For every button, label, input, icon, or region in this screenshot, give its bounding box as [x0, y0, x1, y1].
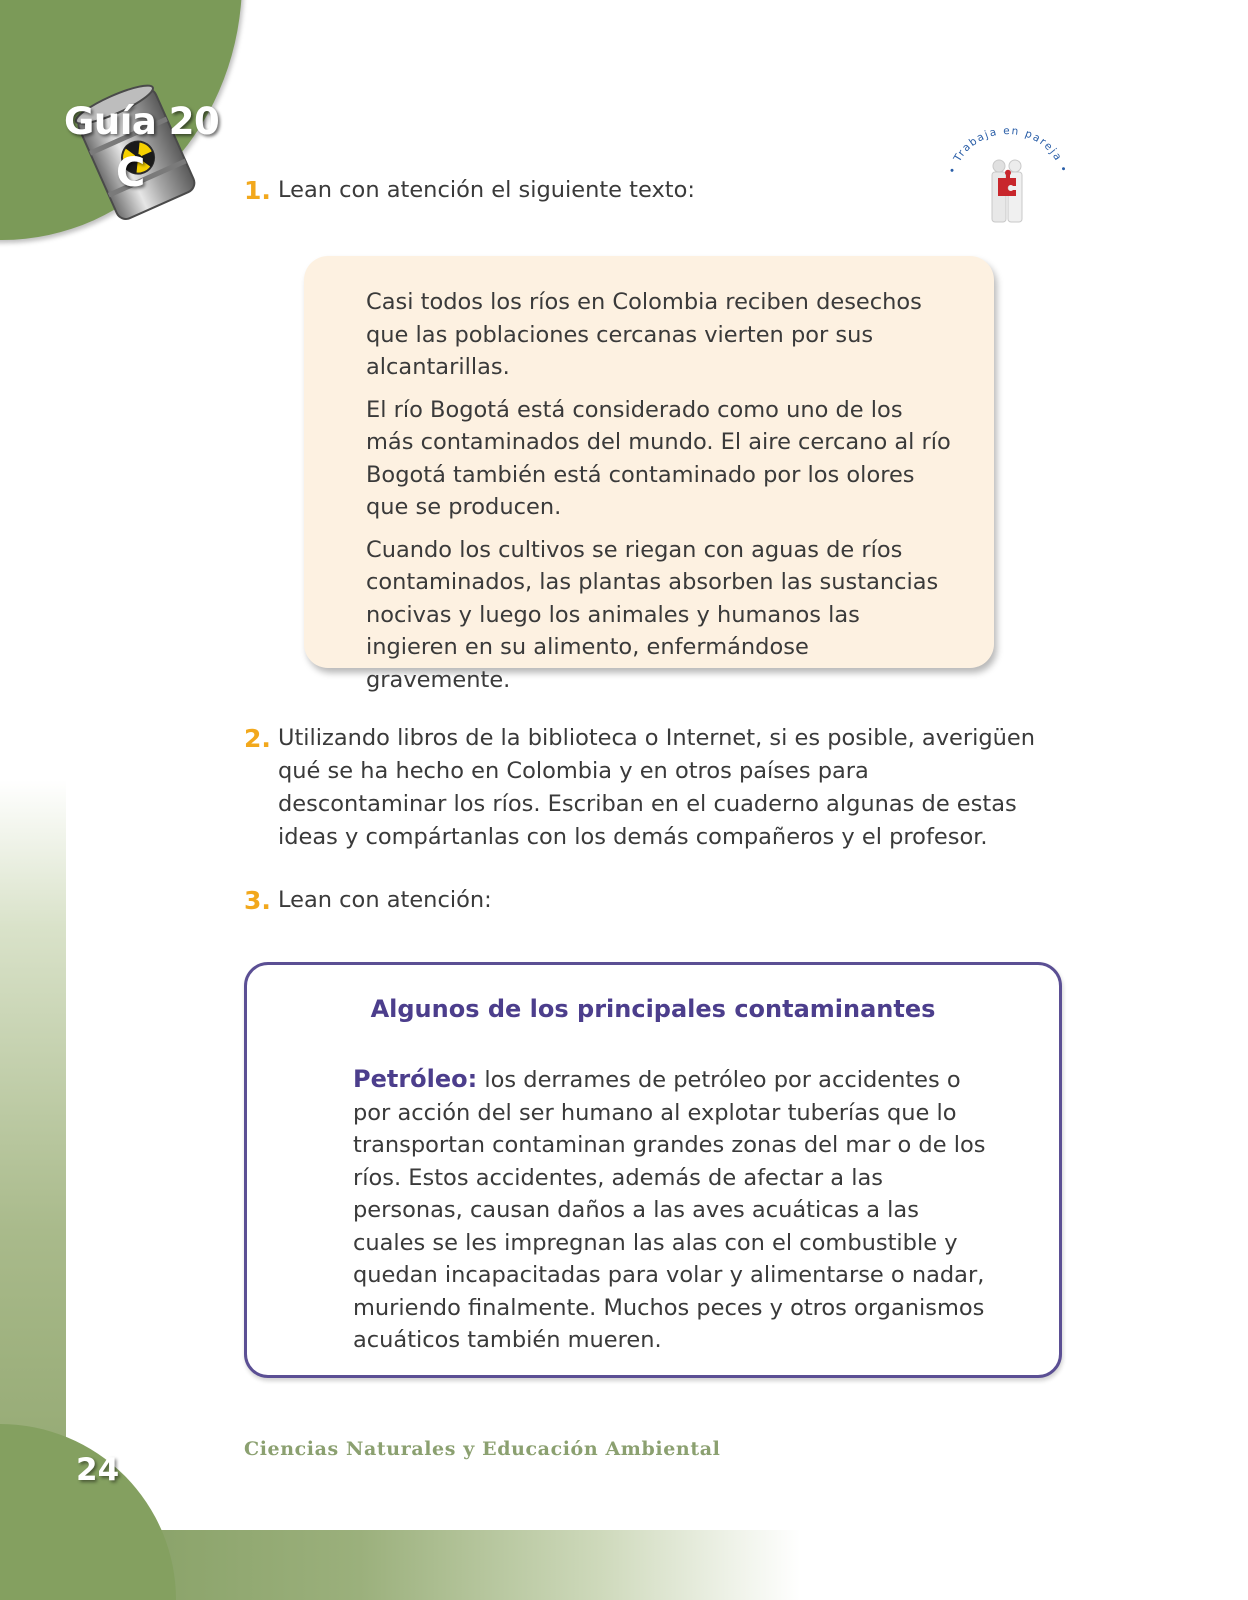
- reading-paragraph: Cuando los cultivos se riegan con aguas de ríos contaminados, las plantas absorben las sustancias nocivas y luego los animales y humanos las ingieren en su alimento, enfermándose gravemente.: [366, 536, 939, 693]
- reading-box: [304, 256, 994, 693]
- page-number-corner: [0, 1424, 176, 1600]
- instruction-text: Utilizando libros de la biblioteca o Internet, si es posible, averigüen qué se ha hecho en Colombia y en otros países para descontaminar los ríos. Escriban en el cuaderno algunas de estas ideas y compártanlas con los demás compañeros y el profesor.: [278, 725, 1036, 850]
- instruction-number: 1.: [244, 176, 271, 205]
- instruction-text: Lean con atención el siguiente texto:: [278, 177, 695, 203]
- instruction-text: Lean con atención:: [278, 887, 492, 913]
- instruction-2: [244, 722, 1044, 854]
- contaminants-box: [244, 962, 1062, 1378]
- page-number: 24: [76, 1452, 120, 1488]
- pair-badge-label-path: • Trabaja en pareja •: [946, 126, 1070, 176]
- contaminants-body: [353, 1063, 993, 1357]
- instruction-3: [244, 884, 884, 917]
- instruction-number: 2.: [244, 724, 271, 753]
- pair-work-badge: [944, 126, 1072, 230]
- instruction-number: 3.: [244, 886, 271, 915]
- footer-subject: Ciencias Naturales y Educación Ambiental: [244, 1438, 721, 1460]
- pair-badge-label: [946, 126, 1070, 175]
- guide-title: Guía 20: [64, 100, 220, 143]
- contaminants-title: Algunos de los principales contaminantes: [370, 995, 936, 1023]
- reading-paragraph: El río Bogotá está considerado como uno de los más contaminados del mundo. El aire cercano al río Bogotá también está contaminado por los olores que se producen.: [366, 396, 951, 520]
- contaminant-description: los derrames de petróleo por accidentes o por acción del ser humano al explotar tuberías que lo transportan contaminan grandes zonas del mar o de los ríos. Estos accidentes, además de afectar a las personas, causan daños a las aves acuáticas a las cuales se les impregnan las alas con el combustible y quedan incapacitadas para volar y alimentarse o nadar, muriendo finalmente. Muchos peces y otros organismos acuáticos también mueren.: [353, 1067, 986, 1353]
- guide-letter: C: [116, 150, 146, 196]
- reading-paragraph: Casi todos los ríos en Colombia reciben desechos que las poblaciones cercanas vierten por sus alcantarillas.: [366, 289, 922, 380]
- puzzle-people-icon: [992, 160, 1022, 222]
- instruction-1: [244, 174, 884, 207]
- contaminant-term: Petróleo:: [353, 1065, 478, 1093]
